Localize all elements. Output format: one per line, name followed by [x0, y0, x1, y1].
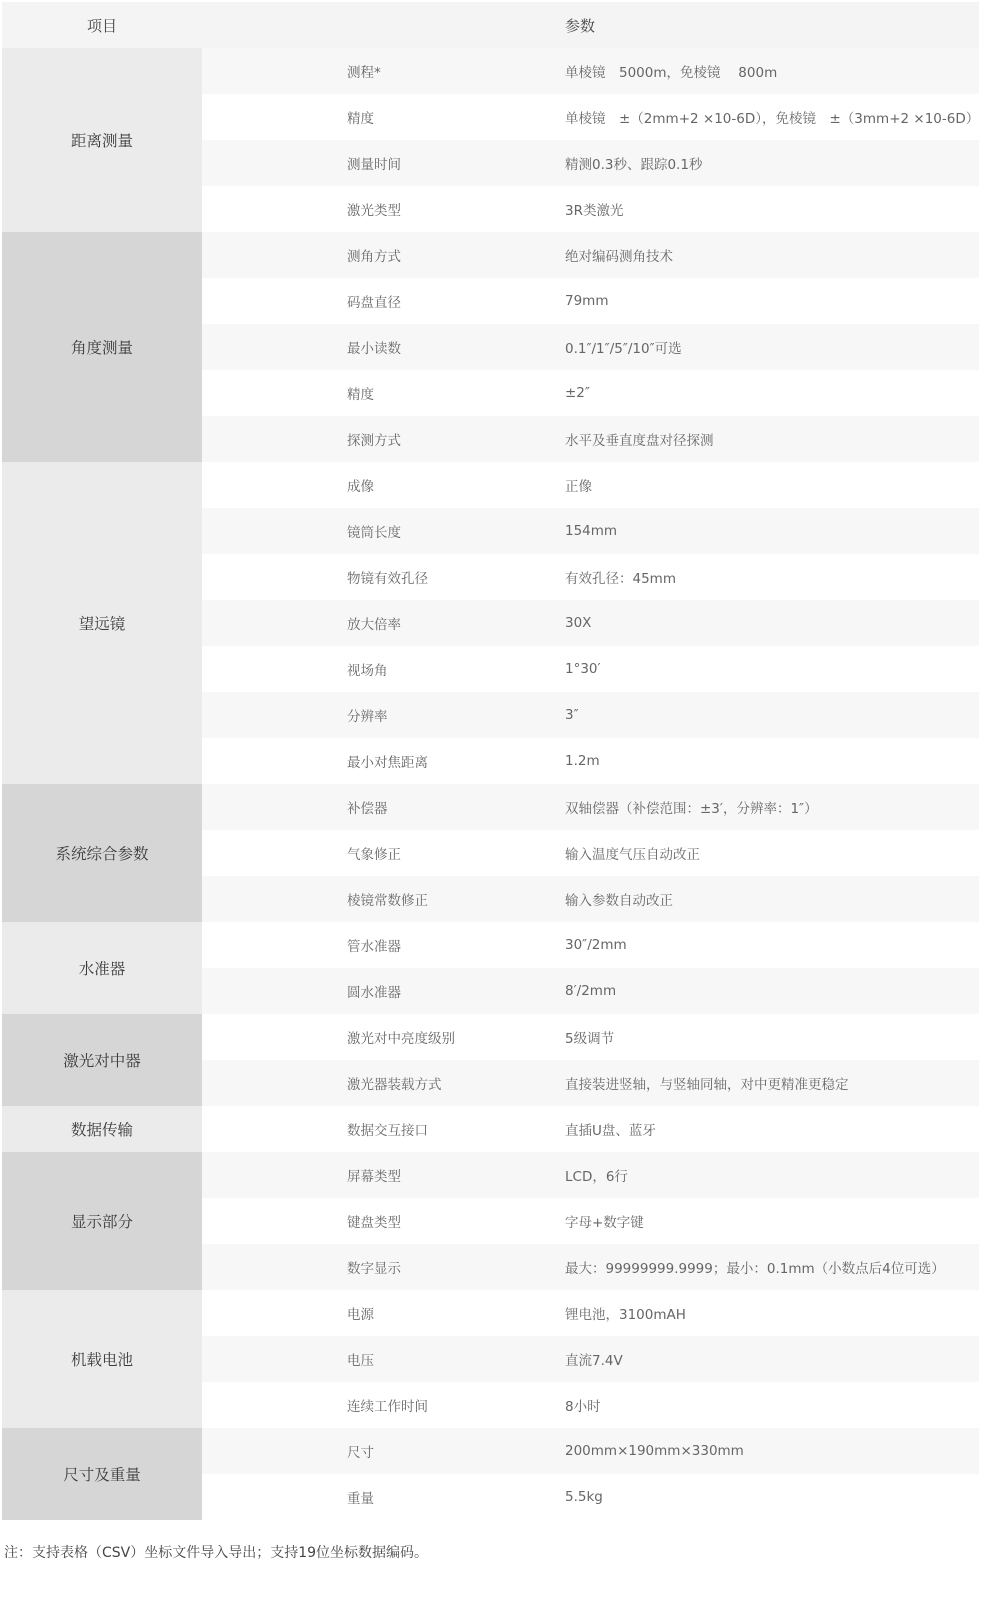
spec-value-cell: 154mm — [565, 508, 979, 554]
spec-value-cell: 精测0.3秒、跟踪0.1秒 — [565, 140, 979, 186]
spec-value-cell: 5级调节 — [565, 1014, 979, 1060]
category-cell: 尺寸及重量 — [2, 1428, 202, 1520]
spec-name-cell: 数字显示 — [202, 1244, 565, 1290]
spec-value-cell: 3R类激光 — [565, 186, 979, 232]
spec-name-cell: 电压 — [202, 1336, 565, 1382]
spec-table — [2, 2, 979, 1520]
spec-value-cell: 30″/2mm — [565, 922, 979, 968]
category-cell: 水准器 — [2, 922, 202, 1014]
spec-value-cell: 字母+数字键 — [565, 1198, 979, 1244]
spec-name-cell: 补偿器 — [202, 784, 565, 830]
spec-value-cell: 水平及垂直度盘对径探测 — [565, 416, 979, 462]
table-row — [2, 1428, 979, 1474]
table-row — [2, 48, 979, 94]
spec-value-cell: 单棱镜 ±（2mm+2 ×10-6D），免棱镜 ±（3mm+2 ×10-6D） — [565, 94, 979, 140]
table-header — [2, 2, 979, 48]
spec-name-cell: 最小读数 — [202, 324, 565, 370]
spec-value-cell: 200mm×190mm×330mm — [565, 1428, 979, 1474]
category-cell: 望远镜 — [2, 462, 202, 784]
spec-value-cell: 79mm — [565, 278, 979, 324]
spec-name-cell: 镜筒长度 — [202, 508, 565, 554]
spec-value-cell: 8′/2mm — [565, 968, 979, 1014]
spec-name-cell: 电源 — [202, 1290, 565, 1336]
spec-value-cell: 8小时 — [565, 1382, 979, 1428]
spec-value-cell: 双轴偿器（补偿范围：±3′，分辨率：1″） — [565, 784, 979, 830]
spec-value-cell: 输入参数自动改正 — [565, 876, 979, 922]
spec-name-cell: 测量时间 — [202, 140, 565, 186]
spec-name-cell: 棱镜常数修正 — [202, 876, 565, 922]
category-cell: 激光对中器 — [2, 1014, 202, 1106]
spec-value-cell: 绝对编码测角技术 — [565, 232, 979, 278]
spec-value-cell: 5.5kg — [565, 1474, 979, 1520]
table-row — [2, 462, 979, 508]
spec-name-cell: 激光器装载方式 — [202, 1060, 565, 1106]
footnote: 注：支持表格（CSV）坐标文件导入导出；支持19位坐标数据编码。 — [4, 1545, 429, 1561]
spec-value-cell: 最大：99999999.9999；最小：0.1mm（小数点后4位可选） — [565, 1244, 979, 1290]
header-param: 参数 — [202, 2, 979, 48]
category-cell: 数据传输 — [2, 1106, 202, 1152]
spec-name-cell: 测程* — [202, 48, 565, 94]
spec-value-cell: 3″ — [565, 692, 979, 738]
spec-name-cell: 精度 — [202, 370, 565, 416]
table-row — [2, 1152, 979, 1198]
spec-value-cell: 1°30′ — [565, 646, 979, 692]
spec-value-cell: ±2″ — [565, 370, 979, 416]
spec-name-cell: 激光对中亮度级别 — [202, 1014, 565, 1060]
spec-name-cell: 圆水准器 — [202, 968, 565, 1014]
spec-name-cell: 物镜有效孔径 — [202, 554, 565, 600]
header-row — [2, 2, 979, 48]
spec-name-cell: 放大倍率 — [202, 600, 565, 646]
spec-name-cell: 激光类型 — [202, 186, 565, 232]
spec-name-cell: 气象修正 — [202, 830, 565, 876]
spec-name-cell: 尺寸 — [202, 1428, 565, 1474]
header-item: 项目 — [2, 2, 202, 48]
spec-name-cell: 键盘类型 — [202, 1198, 565, 1244]
table-row — [2, 922, 979, 968]
spec-value-cell: 锂电池，3100mAH — [565, 1290, 979, 1336]
table-row — [2, 784, 979, 830]
spec-value-cell: 1.2m — [565, 738, 979, 784]
spec-name-cell: 测角方式 — [202, 232, 565, 278]
table-row — [2, 1106, 979, 1152]
category-cell: 系统综合参数 — [2, 784, 202, 922]
spec-value-cell: 直插U盘、蓝牙 — [565, 1106, 979, 1152]
spec-name-cell: 探测方式 — [202, 416, 565, 462]
spec-name-cell: 管水准器 — [202, 922, 565, 968]
spec-value-cell: 单棱镜 5000m，免棱镜 800m — [565, 48, 979, 94]
category-cell: 显示部分 — [2, 1152, 202, 1290]
category-cell: 机载电池 — [2, 1290, 202, 1428]
spec-name-cell: 成像 — [202, 462, 565, 508]
spec-name-cell: 数据交互接口 — [202, 1106, 565, 1152]
spec-value-cell: LCD，6行 — [565, 1152, 979, 1198]
spec-value-cell: 有效孔径：45mm — [565, 554, 979, 600]
category-cell: 角度测量 — [2, 232, 202, 462]
spec-value-cell: 0.1″/1″/5″/10″可选 — [565, 324, 979, 370]
spec-name-cell: 最小对焦距离 — [202, 738, 565, 784]
spec-name-cell: 码盘直径 — [202, 278, 565, 324]
table-row — [2, 232, 979, 278]
spec-value-cell: 30X — [565, 600, 979, 646]
table-row — [2, 1014, 979, 1060]
spec-name-cell: 分辨率 — [202, 692, 565, 738]
spec-value-cell: 输入温度气压自动改正 — [565, 830, 979, 876]
spec-name-cell: 重量 — [202, 1474, 565, 1520]
table-row — [2, 1290, 979, 1336]
table-body — [2, 48, 979, 1520]
spec-name-cell: 精度 — [202, 94, 565, 140]
spec-value-cell: 直流7.4V — [565, 1336, 979, 1382]
spec-name-cell: 连续工作时间 — [202, 1382, 565, 1428]
spec-value-cell: 直接装进竖轴，与竖轴同轴，对中更精准更稳定 — [565, 1060, 979, 1106]
spec-name-cell: 视场角 — [202, 646, 565, 692]
spec-value-cell: 正像 — [565, 462, 979, 508]
spec-name-cell: 屏幕类型 — [202, 1152, 565, 1198]
category-cell: 距离测量 — [2, 48, 202, 232]
